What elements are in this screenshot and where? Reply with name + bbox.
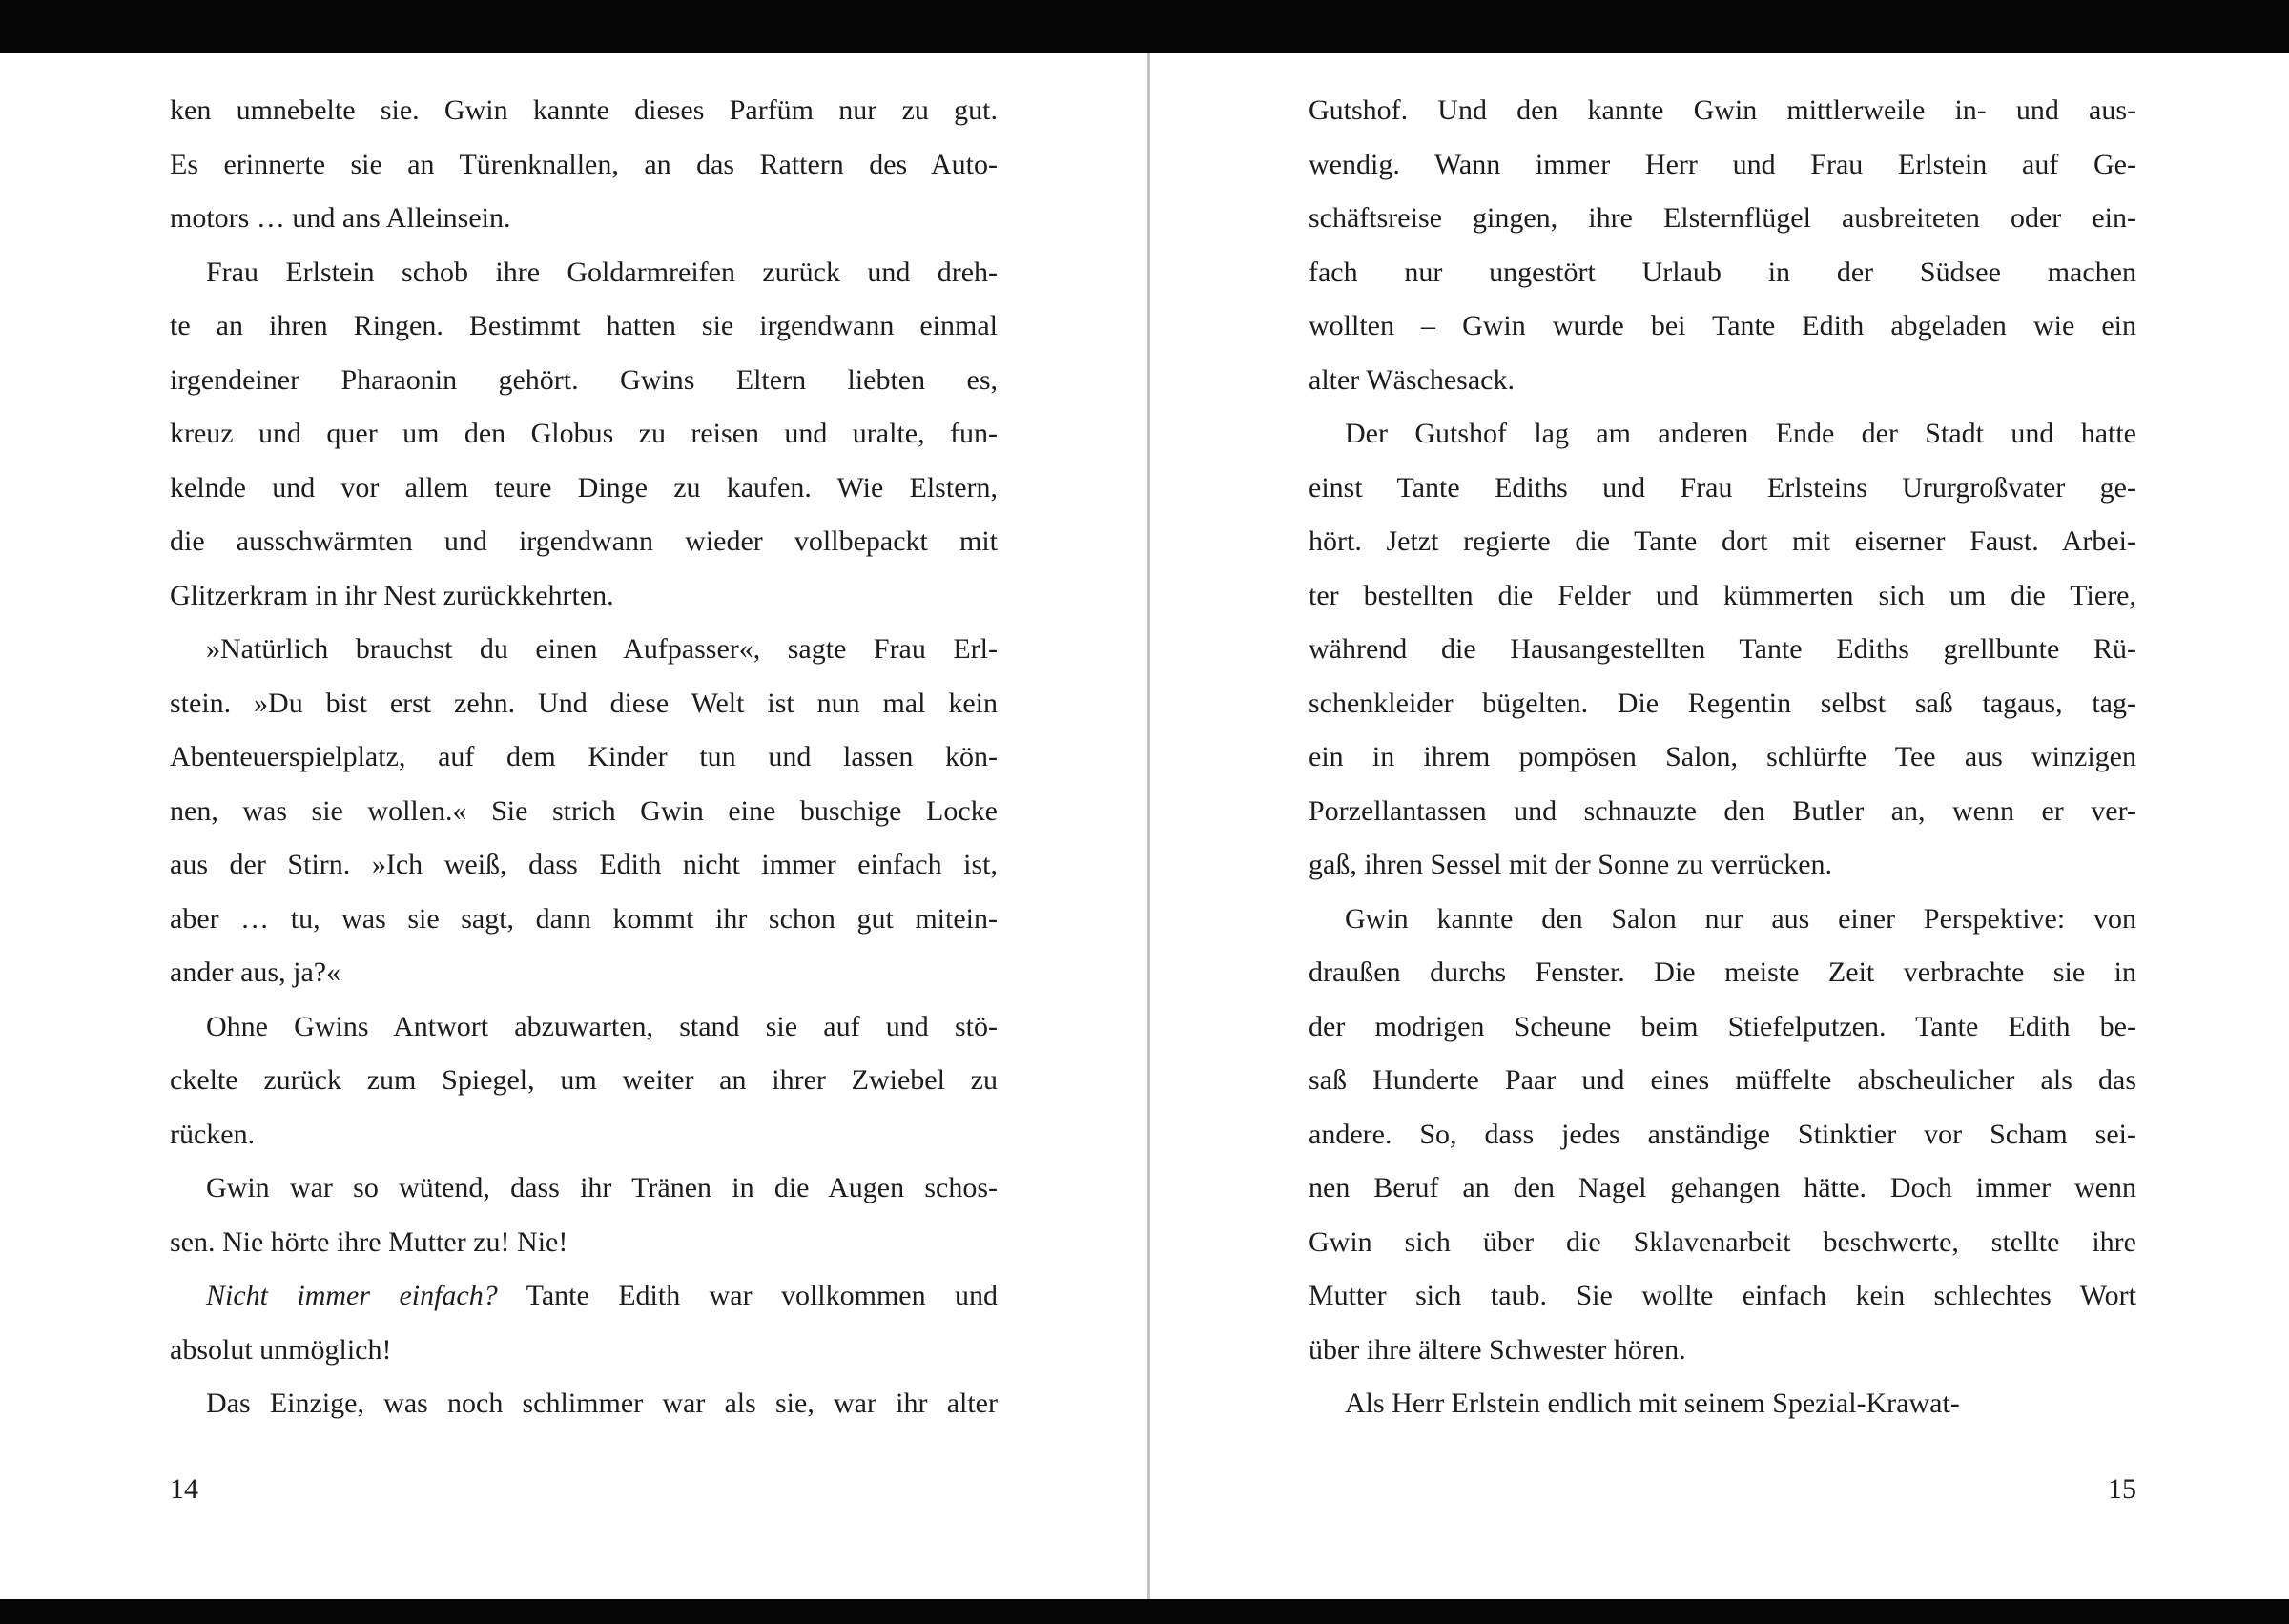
text-line	[170, 1377, 998, 1431]
text-line	[170, 192, 998, 246]
page-gutter-divider	[1147, 53, 1150, 1599]
text-line	[1309, 84, 2136, 138]
text-segment: ein in ihrem pompösen Salon, schlürfte Tee aus winzigen	[1309, 741, 2136, 772]
text-segment: aus der Stirn. »Ich weiß, dass Edith nicht immer einfach ist,	[170, 849, 998, 880]
text-segment: schäftsreise gingen, ihre Elsternflügel ausbreiteten oder ein-	[1309, 202, 2136, 234]
text-line	[1309, 1108, 2136, 1162]
text-line	[170, 838, 998, 893]
text-segment: nen, was sie wollen.« Sie strich Gwin eine buschige Locke	[170, 794, 998, 827]
text-line	[1309, 407, 2136, 462]
text-line	[1309, 1054, 2136, 1108]
text-segment: Gwin sich über die Sklavenarbeit beschwerte, stellte ihre	[1309, 1225, 2136, 1258]
text-line	[170, 246, 998, 300]
text-line	[1309, 462, 2136, 516]
text-line	[170, 730, 998, 785]
text-segment: Gutshof. Und den kannte Gwin mittlerweile in- und aus-	[1309, 94, 2136, 126]
top-black-bar	[0, 0, 2289, 53]
text-line	[170, 1108, 998, 1162]
text-segment: »Natürlich brauchst du einen Aufpasser«, sagte Frau Erl-	[206, 633, 998, 665]
text-line	[1309, 1377, 2136, 1431]
text-segment: einst Tante Ediths und Frau Erlsteins Ururgroßvater ge-	[1309, 471, 2136, 504]
text-segment: ter bestellten die Felder und kümmerten sich um die Tiere,	[1309, 579, 2136, 611]
text-segment: Frau Erlstein schob ihre Goldarmreifen zurück und dreh-	[206, 256, 998, 288]
text-line	[170, 1000, 998, 1055]
text-line	[170, 462, 998, 516]
text-segment: Ohne Gwins Antwort abzuwarten, stand sie auf und stö-	[206, 1010, 998, 1042]
text-line	[1309, 515, 2136, 569]
text-segment: Porzellantassen und schnauzte den Butler an, wenn er ver-	[1309, 794, 2136, 827]
text-line	[170, 1269, 998, 1324]
text-line	[170, 623, 998, 677]
text-segment: ander aus, ja?«	[170, 956, 341, 988]
text-line	[1309, 677, 2136, 731]
text-segment: ckelte zurück zum Spiegel, um weiter an ihrer Zwiebel zu	[170, 1064, 998, 1096]
text-segment: die ausschwärmten und irgendwann wieder vollbepackt mit	[170, 525, 998, 557]
text-line	[170, 1161, 998, 1216]
text-line	[170, 84, 998, 138]
text-segment: schenkleider bügelten. Die Regentin selbst saß tagaus, tag-	[1309, 687, 2136, 719]
text-line	[170, 677, 998, 731]
page-right-text	[1309, 84, 2136, 1431]
text-line	[1309, 730, 2136, 785]
text-segment: Mutter sich taub. Sie wollte einfach kein schlechtes Wort	[1309, 1280, 2136, 1311]
text-segment: Als Herr Erlstein endlich mit seinem Spezial-Krawat-	[1345, 1388, 1960, 1419]
text-line	[170, 893, 998, 947]
text-line	[1309, 1269, 2136, 1324]
text-segment: kreuz und quer um den Globus zu reisen und uralte, fun-	[170, 418, 998, 449]
text-segment: Glitzerkram in ihr Nest zurückkehrten.	[170, 579, 614, 611]
text-line	[1309, 246, 2136, 300]
text-segment: saß Hunderte Paar und eines müffelte abscheulicher als das	[1309, 1064, 2136, 1096]
bottom-black-bar	[0, 1599, 2289, 1624]
italic-text-segment: Nicht immer einfach?	[206, 1280, 498, 1311]
text-line	[170, 1054, 998, 1108]
text-segment: Das Einzige, was noch schlimmer war als sie, war ihr alter	[206, 1388, 998, 1419]
text-segment: alter Wäschesack.	[1309, 363, 1515, 396]
text-segment: gaß, ihren Sessel mit der Sonne zu verrücken.	[1309, 849, 1833, 880]
text-segment: Gwin war so wütend, dass ihr Tränen in die Augen schos-	[206, 1172, 998, 1203]
text-segment: te an ihren Ringen. Bestimmt hatten sie irgendwann einmal	[170, 310, 998, 341]
text-segment: stein. »Du bist erst zehn. Und diese Welt ist nun mal kein	[170, 687, 998, 719]
text-segment: hört. Jetzt regierte die Tante dort mit eiserner Faust. Arbei-	[1309, 525, 2136, 557]
text-line	[170, 1324, 998, 1378]
text-line	[170, 785, 998, 839]
text-segment: sen. Nie hörte ihre Mutter zu! Nie!	[170, 1225, 568, 1258]
text-line	[170, 299, 998, 354]
text-line	[1309, 569, 2136, 624]
text-segment: während die Hausangestellten Tante Ediths grellbunte Rü-	[1309, 633, 2136, 665]
text-line	[1309, 838, 2136, 893]
text-segment: absolut unmöglich!	[170, 1333, 392, 1366]
page-number-right: 15	[2108, 1473, 2136, 1505]
text-segment: Der Gutshof lag am anderen Ende der Stadt und hatte	[1345, 418, 2136, 449]
text-line	[1309, 1216, 2136, 1270]
text-segment: Gwin kannte den Salon nur aus einer Perspektive: von	[1345, 902, 2136, 935]
text-line	[1309, 893, 2136, 947]
text-segment: Tante Edith war vollkommen und	[497, 1280, 999, 1311]
page-left-text	[170, 84, 998, 1431]
page-number-left: 14	[170, 1473, 198, 1505]
text-line	[1309, 1324, 2136, 1378]
text-segment: kelnde und vor allem teure Dinge zu kaufen. Wie Elstern,	[170, 471, 998, 504]
text-segment: motors … und ans Alleinsein.	[170, 202, 511, 234]
text-line	[1309, 354, 2136, 408]
text-segment: Es erinnerte sie an Türenknallen, an das Rattern des Auto-	[170, 148, 998, 180]
text-line	[170, 138, 998, 193]
text-segment: irgendeiner Pharaonin gehört. Gwins Eltern liebten es,	[170, 363, 998, 396]
text-line	[170, 407, 998, 462]
text-line	[1309, 623, 2136, 677]
text-line	[1309, 138, 2136, 193]
text-line	[170, 515, 998, 569]
text-segment: andere. So, dass jedes anständige Stinktier vor Scham sei-	[1309, 1118, 2136, 1150]
text-line	[1309, 785, 2136, 839]
text-segment: Abenteuerspielplatz, auf dem Kinder tun und lassen kön-	[170, 741, 998, 772]
text-segment: wollten – Gwin wurde bei Tante Edith abgeladen wie ein	[1309, 310, 2136, 341]
text-segment: wendig. Wann immer Herr und Frau Erlstein auf Ge-	[1309, 148, 2136, 180]
text-segment: aber … tu, was sie sagt, dann kommt ihr schon gut mitein-	[170, 902, 998, 935]
text-line	[1309, 192, 2136, 246]
text-segment: über ihre ältere Schwester hören.	[1309, 1333, 1686, 1366]
text-line	[1309, 299, 2136, 354]
text-segment: ken umnebelte sie. Gwin kannte dieses Parfüm nur zu gut.	[170, 94, 998, 126]
text-line	[1309, 946, 2136, 1000]
text-line	[1309, 1000, 2136, 1055]
text-line	[170, 1216, 998, 1270]
text-segment: fach nur ungestört Urlaub in der Südsee machen	[1309, 256, 2136, 288]
text-line	[170, 354, 998, 408]
text-line	[170, 946, 998, 1000]
text-segment: nen Beruf an den Nagel gehangen hätte. Doch immer wenn	[1309, 1172, 2136, 1203]
text-line	[1309, 1161, 2136, 1216]
text-segment: draußen durchs Fenster. Die meiste Zeit verbrachte sie in	[1309, 956, 2136, 988]
text-line	[170, 569, 998, 624]
text-segment: der modrigen Scheune beim Stiefelputzen. Tante Edith be-	[1309, 1010, 2136, 1042]
text-segment: rücken.	[170, 1118, 256, 1150]
